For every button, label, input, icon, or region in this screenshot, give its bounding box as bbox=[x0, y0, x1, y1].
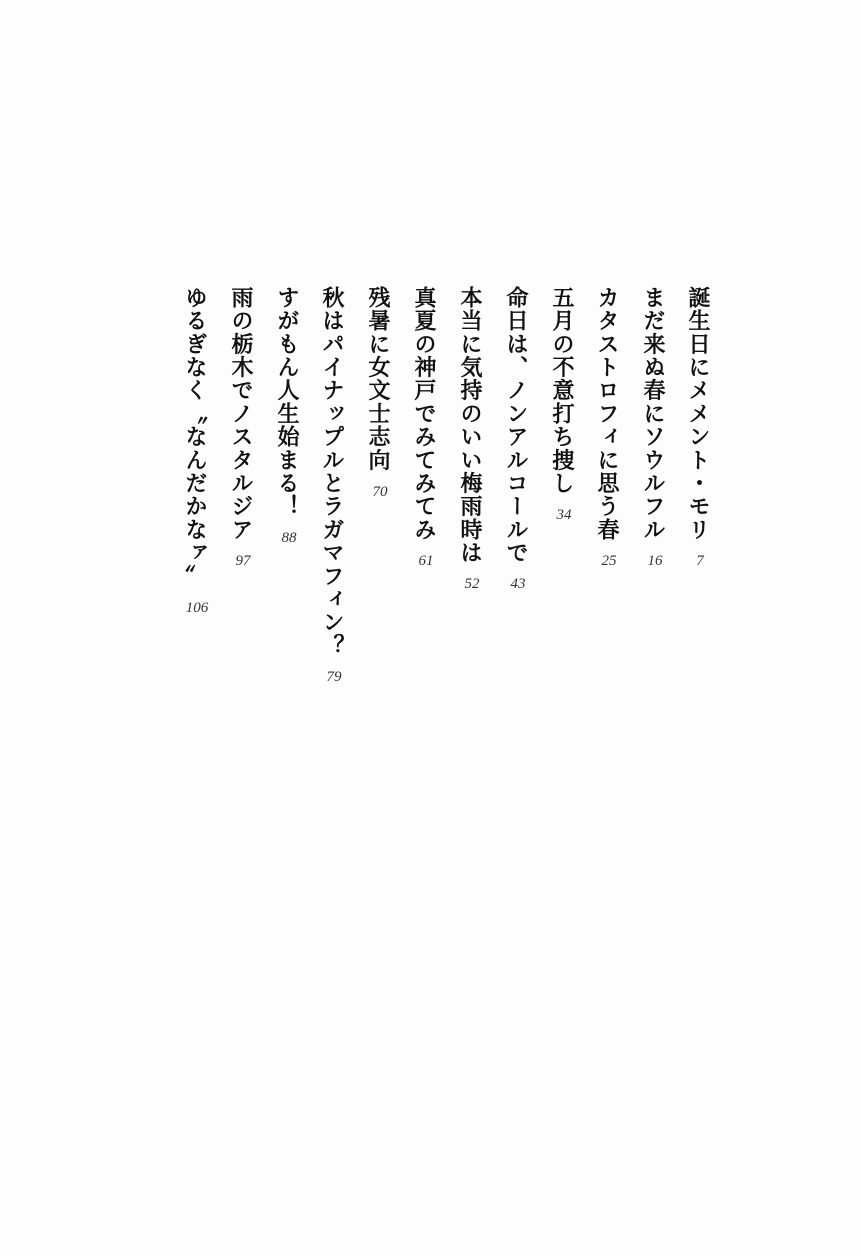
toc-entry-page: 70 bbox=[372, 483, 388, 500]
toc-entry-title: カタストロフィに思う春 bbox=[594, 286, 620, 542]
toc-entry-page: 79 bbox=[326, 669, 342, 686]
toc-entry-title: すがもん人生始まる！ bbox=[274, 286, 300, 518]
toc-entry-page: 61 bbox=[418, 553, 434, 570]
toc-entry[interactable] bbox=[590, 286, 624, 570]
toc-entry-page: 106 bbox=[185, 599, 209, 616]
toc-entry-page: 7 bbox=[696, 553, 704, 570]
toc-entry-title: 真夏の神戸でみてみてみ bbox=[411, 286, 437, 542]
toc-entry-title: 雨の栃木でノスタルジア bbox=[228, 286, 254, 542]
toc-entry[interactable] bbox=[178, 286, 212, 617]
toc-entry-page: 25 bbox=[601, 553, 617, 570]
toc-entry-title: 残暑に女文士志向 bbox=[365, 286, 391, 472]
toc-entry[interactable] bbox=[224, 286, 258, 570]
toc-entry-title: 誕生日にメメント・モリ bbox=[685, 286, 711, 542]
toc-entry-page: 52 bbox=[464, 576, 480, 593]
toc-entry[interactable] bbox=[315, 286, 349, 686]
toc-entry[interactable] bbox=[407, 286, 441, 570]
toc-entry-page: 97 bbox=[235, 553, 251, 570]
toc-entry-title: 命日は、ノンアルコールで bbox=[503, 286, 529, 565]
toc-entry[interactable] bbox=[545, 286, 579, 524]
toc-entry-title: 五月の不意打ち捜し bbox=[549, 286, 575, 495]
toc-entry-page: 43 bbox=[510, 576, 526, 593]
toc-entry[interactable] bbox=[681, 286, 715, 570]
toc-entry-title: まだ来ぬ春にソウルフル bbox=[640, 286, 666, 542]
toc-entry[interactable] bbox=[270, 286, 304, 547]
toc-entry-page: 88 bbox=[281, 530, 297, 546]
toc-entry-title: 秋はパイナップルとラガマフィン？ bbox=[319, 286, 345, 658]
toc-entry[interactable] bbox=[636, 286, 670, 570]
toc-entry-page: 34 bbox=[556, 506, 572, 523]
toc-entry-title: 本当に気持のいい梅雨時は bbox=[457, 286, 483, 565]
toc-entry-page: 16 bbox=[647, 553, 663, 570]
toc-entry[interactable] bbox=[361, 286, 395, 501]
toc-entry[interactable] bbox=[499, 286, 533, 593]
toc-entry[interactable] bbox=[453, 286, 487, 593]
toc-entry-title: ゆるぎなく〝なんだかなァ〟 bbox=[182, 286, 208, 588]
